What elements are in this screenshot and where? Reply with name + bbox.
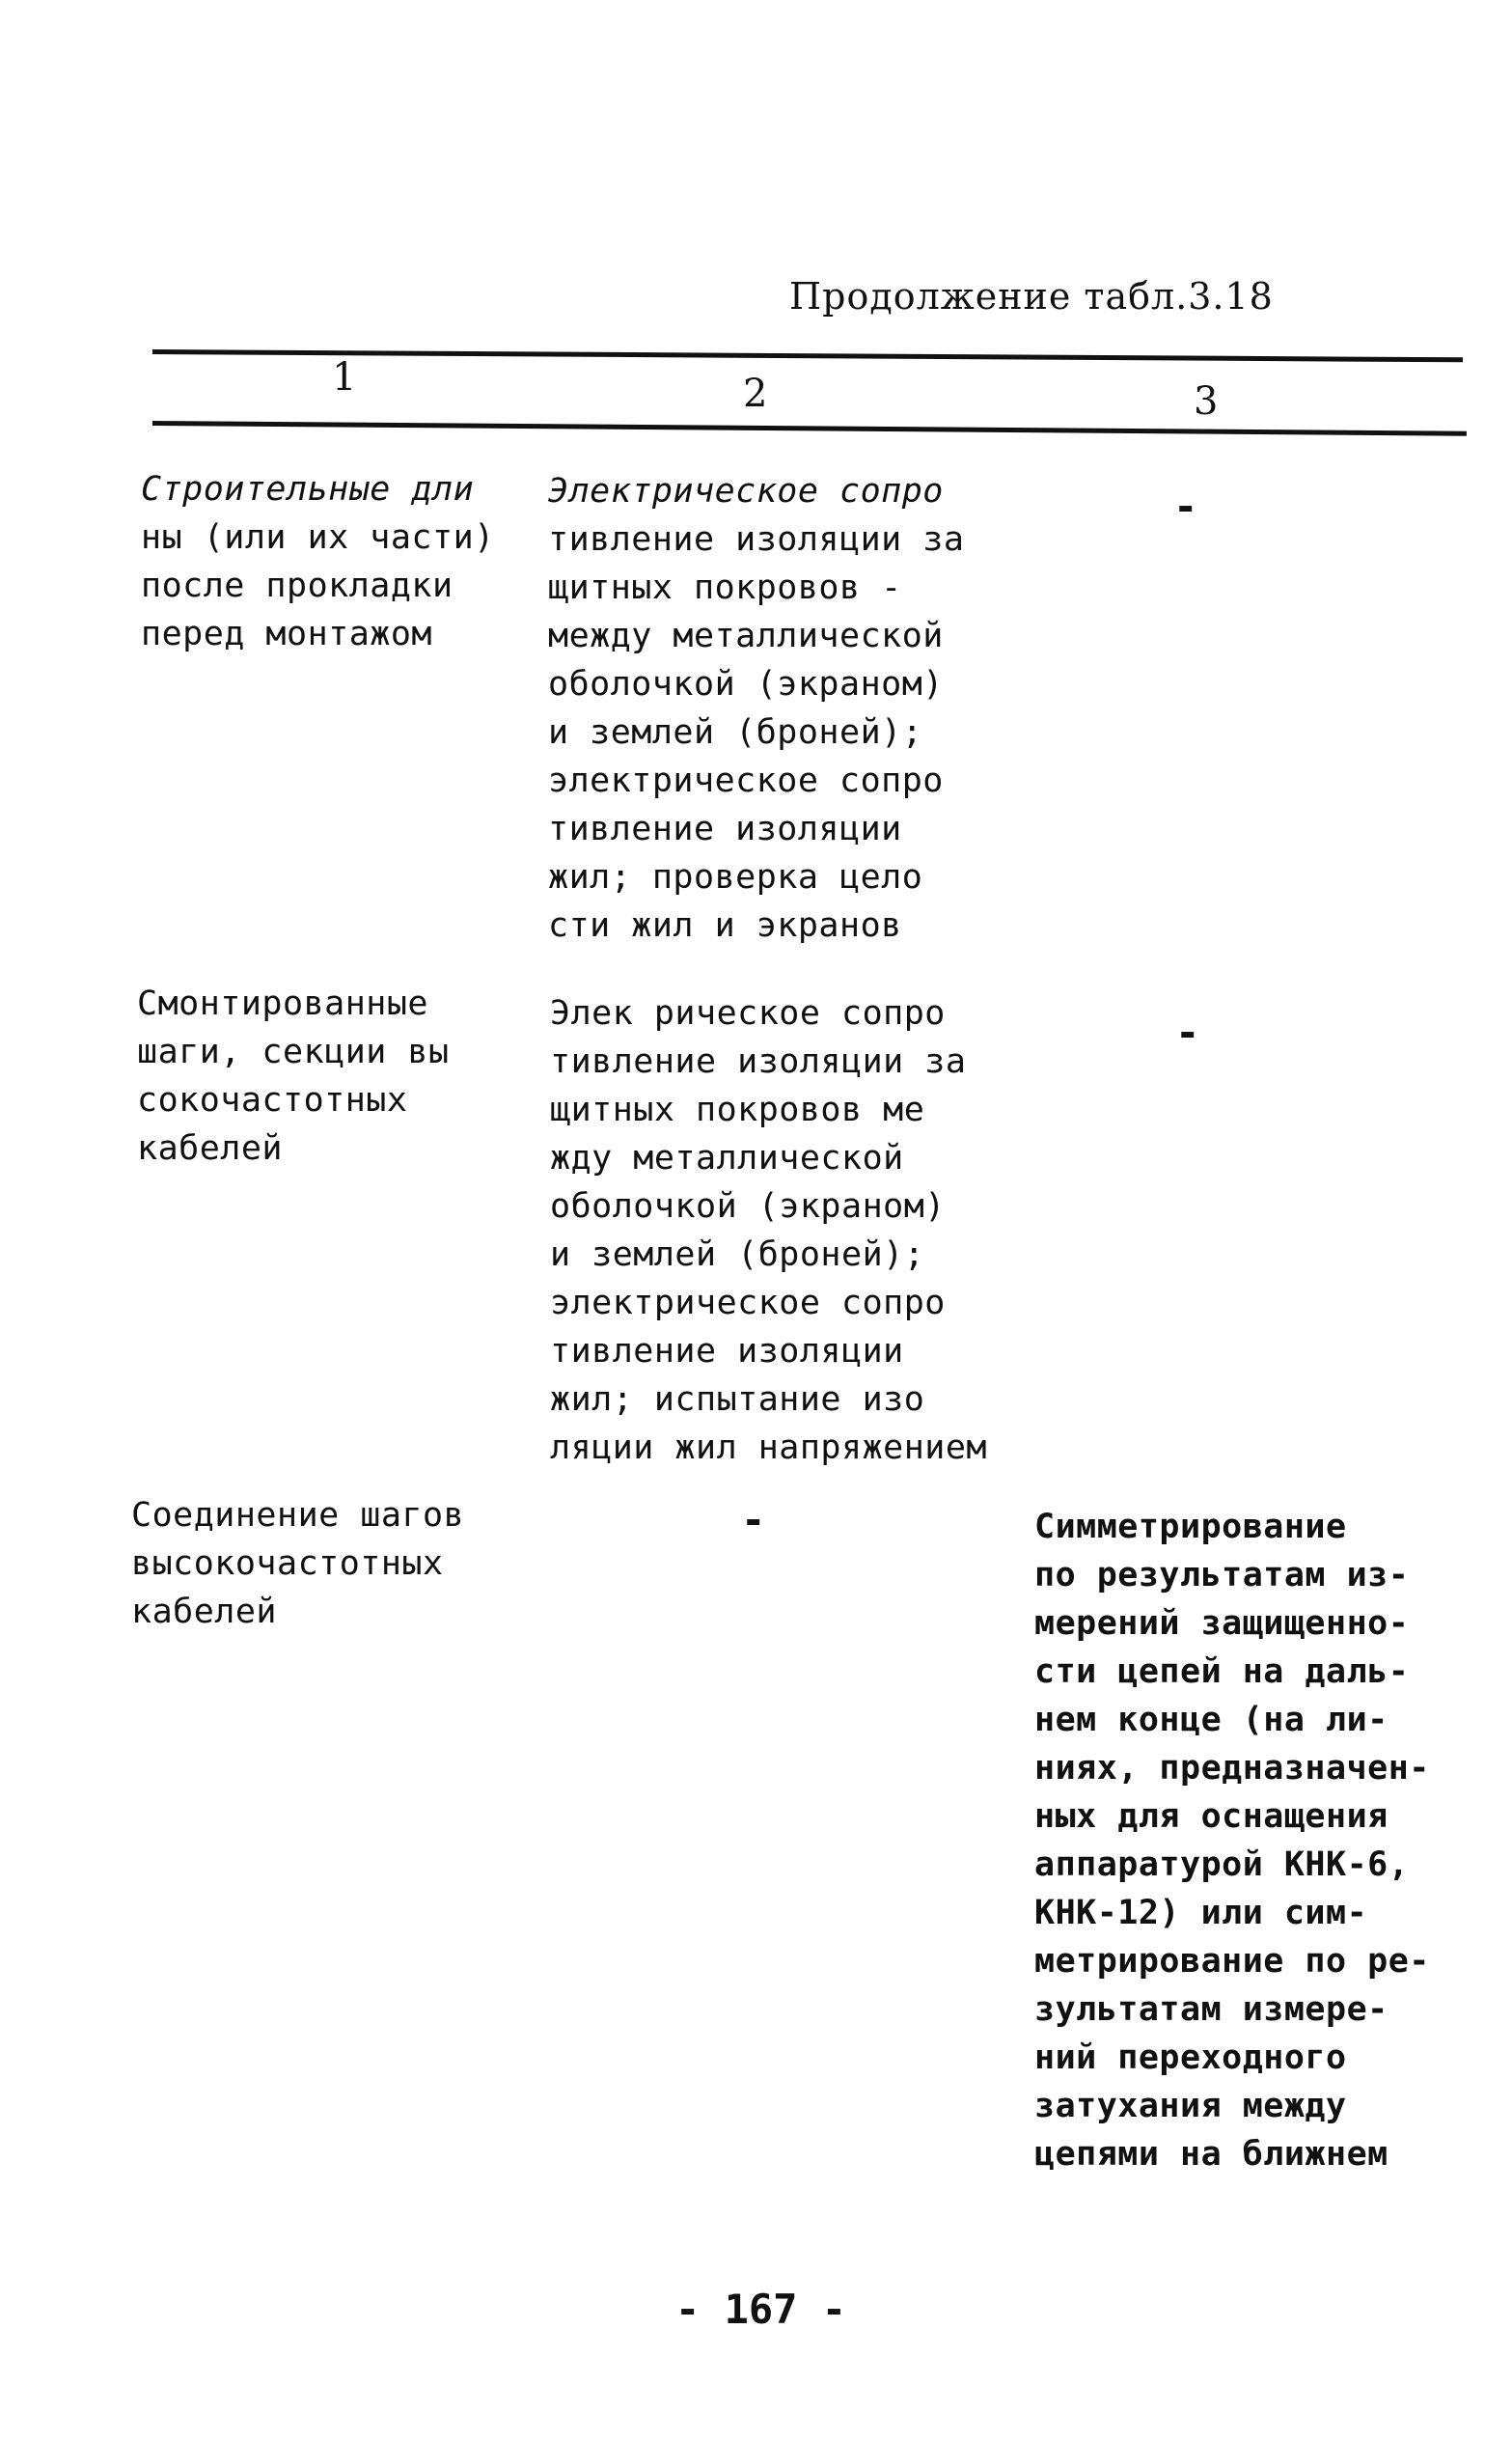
row-2-col-2-line: жду металлической [550, 1139, 904, 1178]
row-3-col-2-dash: - [745, 1496, 762, 1543]
row-2-col-2-line: Элек рическое сопро [550, 994, 946, 1033]
row-3-col-3-line: ний переходного [1034, 2038, 1347, 2077]
row-1-col-2-line: электрическое сопро [548, 762, 944, 800]
row-1-col-3-dash: - [1177, 483, 1195, 530]
row-3-col-3-line: нем конце (на ли- [1034, 1701, 1388, 1739]
row-1-col-2-line: тивление изоляции за [548, 520, 965, 559]
page-number: - 167 - [675, 2286, 847, 2333]
row-1-col-2-line: оболочкой (экраном) [548, 665, 944, 704]
row-3-col-3-line: мерений защищенно- [1034, 1604, 1410, 1643]
row-2-col-1-line: сокочастотных [137, 1081, 408, 1120]
table-header-rule [152, 421, 1467, 436]
row-1-col-2 [548, 467, 964, 950]
row-3-col-1-line: высокочастотных [131, 1544, 444, 1583]
row-2-col-1-line: шаги, секции вы [137, 1033, 450, 1071]
row-2-col-2-line: ляции жил напряжением [550, 1428, 988, 1467]
row-2-col-2-line: щитных покровов ме [550, 1091, 925, 1129]
row-3-col-1-line: Соединение шагов [131, 1496, 465, 1535]
row-1-col-1 [141, 465, 495, 658]
row-2-col-2 [550, 989, 987, 1472]
row-2-col-2-line: оболочкой (экраном) [550, 1187, 946, 1226]
row-3-col-3-line: КНК-12) или сим- [1034, 1894, 1368, 1932]
row-2-col-2-line: электрическое сопро [550, 1284, 946, 1322]
column-header-2: 2 [743, 372, 768, 416]
row-2-col-1-line: кабелей [137, 1129, 284, 1168]
row-1-col-2-line: тивление изоляции [548, 810, 902, 848]
row-3-col-3-line: аппаратурой КНК-6, [1034, 1845, 1410, 1884]
row-3-col-3-line: ниях, предназначен- [1034, 1749, 1430, 1788]
row-2-col-2-line: жил; испытание изо [550, 1380, 925, 1419]
row-2-col-2-line: и землей (броней); [550, 1235, 925, 1274]
row-3-col-1 [131, 1491, 464, 1636]
row-3-col-3-line: метрирование по ре- [1034, 1942, 1430, 1981]
row-2-col-3-dash: - [1179, 1009, 1196, 1056]
row-2-col-1 [137, 980, 450, 1173]
row-2-col-2-line: тивление изоляции за [550, 1042, 967, 1081]
row-3-col-3-line: затухания между [1034, 2087, 1347, 2125]
row-2-col-1-line: Смонтированные [137, 984, 429, 1023]
row-2-col-2-line: тивление изоляции [550, 1332, 904, 1371]
row-3-col-3-line: сти цепей на даль- [1034, 1652, 1410, 1691]
row-3-col-3-line: Симметрирование [1034, 1508, 1347, 1546]
row-1-col-1-line: после прокладки [141, 567, 454, 605]
row-1-col-1-line: Строительные дли [141, 470, 475, 509]
row-1-col-2-line: жил; проверка цело [548, 858, 923, 897]
row-3-col-3-line: зультатам измере- [1034, 1990, 1388, 2029]
row-1-col-2-line: щитных покровов - [548, 568, 902, 607]
row-1-col-2-line: Электрическое сопро [548, 472, 944, 511]
row-3-col-3-line: по результатам из- [1034, 1556, 1410, 1594]
row-1-col-2-line: между металлической [548, 617, 944, 655]
column-header-3: 3 [1194, 379, 1219, 424]
row-1-col-1-line: ны (или их части) [141, 518, 495, 557]
row-3-col-3-line: ных для оснащения [1034, 1797, 1388, 1836]
row-3-col-3 [1034, 1503, 1430, 2178]
row-1-col-2-line: и землей (броней); [548, 713, 923, 752]
column-header-1: 1 [332, 355, 357, 400]
row-1-col-2-line: сти жил и экранов [548, 906, 902, 945]
table-caption: Продолжение табл.3.18 [789, 275, 1274, 318]
row-3-col-3-line: цепями на ближнем [1034, 2135, 1388, 2174]
row-3-col-1-line: кабелей [131, 1593, 278, 1631]
row-1-col-1-line: перед монтажом [141, 615, 433, 653]
